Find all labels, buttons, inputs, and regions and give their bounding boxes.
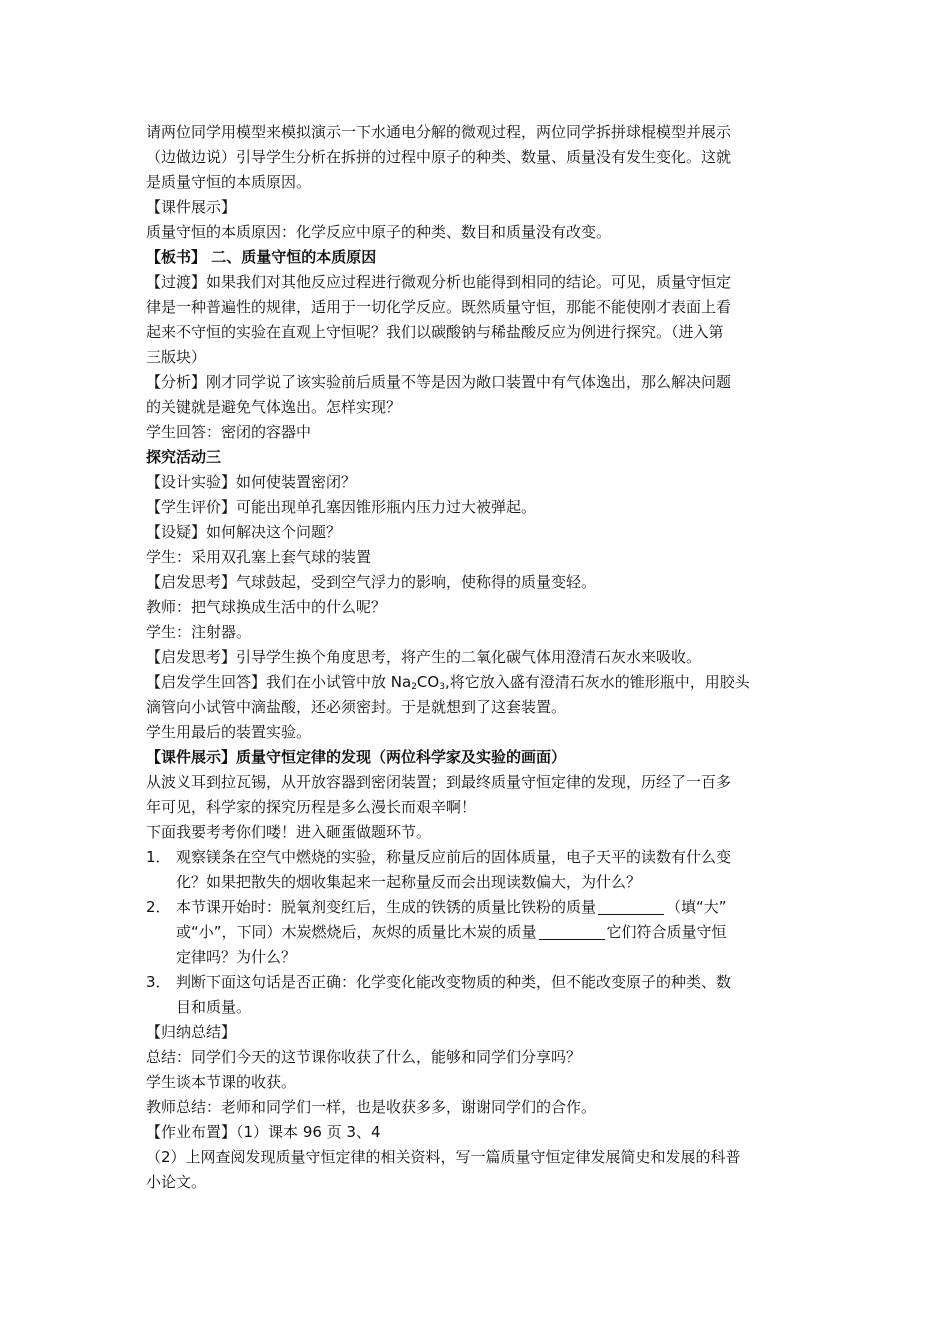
paragraph-line: 律是一种普遍性的规律，适用于一切化学反应。既然质量守恒，那能不能使刚才表面上看 (146, 298, 732, 316)
question-text: 它们符合质量守恒 (606, 923, 727, 941)
paragraph-line: 学生用最后的装置实验。 (146, 723, 312, 741)
question-3-cont: 目和质量。 (176, 998, 252, 1016)
section-heading: 【归纳总结】 (146, 1023, 237, 1041)
homework-line: 【作业布置】（1）课本 96 页 3、4 (146, 1123, 381, 1141)
paragraph-line: 【设计实验】如何使装置密闭？ (146, 473, 357, 491)
section-heading: 【课件展示】 (146, 198, 237, 216)
paragraph-line: 【学生评价】可能出现单孔塞因锥形瓶内压力过大被弹起。 (146, 498, 537, 516)
question-2-cont (146, 920, 812, 945)
question-text: 本节课开始时：脱氧剂变红后，生成的铁锈的质量比铁粉的质量 (176, 898, 597, 916)
formula-subscript: 3 (439, 682, 445, 692)
paragraph-line: 小论文。 (146, 1173, 207, 1191)
answer-blank[interactable] (598, 899, 664, 915)
paragraph-line: 教师总结：老师和同学们一样，也是收获多多，谢谢同学们的合作。 (146, 1098, 597, 1116)
paragraph-line: 学生：采用双孔塞上套气球的装置 (146, 548, 372, 566)
formula-subscript: 2 (411, 682, 417, 692)
paragraph-line: 年可见，科学家的探究历程是多么漫长而艰辛啊！ (146, 798, 477, 816)
question-2-cont: 定律吗？为什么？ (176, 948, 297, 966)
question-3 (146, 970, 812, 995)
paragraph-line: 是质量守恒的本质原因。 (146, 173, 312, 191)
document-page (146, 120, 812, 1195)
paragraph-line: 学生：注射器。 (146, 623, 252, 641)
paragraph-line: 【分析】刚才同学说了该实验前后质量不等是因为敞口装置中有气体逸出，那么解决问题 (146, 373, 732, 391)
question-number: 1． (146, 848, 171, 866)
formula-text-mid: CO (416, 673, 440, 691)
question-1 (146, 845, 812, 870)
paragraph-line: 学生谈本节课的收获。 (146, 1073, 297, 1091)
question-1-cont: 化？如果把散失的烟收集起来一起称量反而会出现读数偏大，为什么？ (176, 873, 642, 891)
formula-line (146, 670, 812, 695)
question-text: 或“小”，下同）木炭燃烧后，灰烬的质量比木炭的质量 (176, 923, 537, 941)
paragraph-line: （2）上网查阅发现质量守恒定律的相关资料，写一篇质量守恒定律发展简史和发展的科普 (146, 1148, 741, 1166)
paragraph-line: 三版块） (146, 348, 207, 366)
formula-text-before: 【启发学生回答】我们在小试管中放 Na (146, 673, 412, 691)
paragraph-line: 滴管向小试管中滴盐酸，还必须密封。于是就想到了这套装置。 (146, 698, 567, 716)
question-number: 3． (146, 973, 171, 991)
formula-text-after: ,将它放入盛有澄清石灰水的锥形瓶中，用胶头 (444, 673, 750, 691)
paragraph-line: 教师：把气球换成生活中的什么呢？ (146, 598, 387, 616)
paragraph-line: 学生回答：密闭的容器中 (146, 423, 312, 441)
paragraph-line: 起来不守恒的实验在直观上守恒呢？我们以碳酸钠与稀盐酸反应为例进行探究。（进入第 (146, 323, 724, 341)
question-number: 2． (146, 898, 171, 916)
paragraph-line: 的关键就是避免气体逸出。怎样实现？ (146, 398, 402, 416)
paragraph-line: 【启发思考】气球鼓起，受到空气浮力的影响，使称得的质量变轻。 (146, 573, 597, 591)
paragraph-line: （边做边说）引导学生分析在拆拼的过程中原子的种类、数量、质量没有发生变化。这就 (146, 148, 732, 166)
paragraph-line: 【启发思考】引导学生换个角度思考，将产生的二氧化碳气体用澄清石灰水来吸收。 (146, 648, 702, 666)
question-text: （填“大” (666, 898, 727, 916)
paragraph-line: 请两位同学用模型来模拟演示一下水通电分解的微观过程，两位同学拆拼球棍模型并展示 (146, 123, 732, 141)
paragraph-line: 【过渡】如果我们对其他反应过程进行微观分析也能得到相同的结论。可见，质量守恒定 (146, 273, 732, 291)
question-text: 判断下面这句话是否正确：化学变化能改变物质的种类，但不能改变原子的种类、数 (176, 973, 732, 991)
paragraph-line: 【设疑】如何解决这个问题？ (146, 523, 342, 541)
courseware-heading: 【课件展示】质量守恒定律的发现（两位科学家及实验的画面） (146, 748, 567, 766)
activity-heading: 探究活动三 (146, 448, 222, 466)
paragraph-line: 从波义耳到拉瓦锡，从开放容器到密闭装置；到最终质量守恒定律的发现，历经了一百多 (146, 773, 732, 791)
blackboard-heading: 【板书】 二、质量守恒的本质原因 (146, 248, 377, 266)
question-text: 观察镁条在空气中燃烧的实验，称量反应前后的固体质量，电子天平的读数有什么变 (176, 848, 732, 866)
paragraph-line: 下面我要考考你们喽！进入砸蛋做题环节。 (146, 823, 432, 841)
paragraph-line: 质量守恒的本质原因：化学反应中原子的种类、数目和质量没有改变。 (146, 223, 612, 241)
answer-blank[interactable] (539, 924, 605, 940)
question-2 (146, 895, 812, 920)
paragraph-line: 总结：同学们今天的这节课你收获了什么，能够和同学们分享吗？ (146, 1048, 582, 1066)
